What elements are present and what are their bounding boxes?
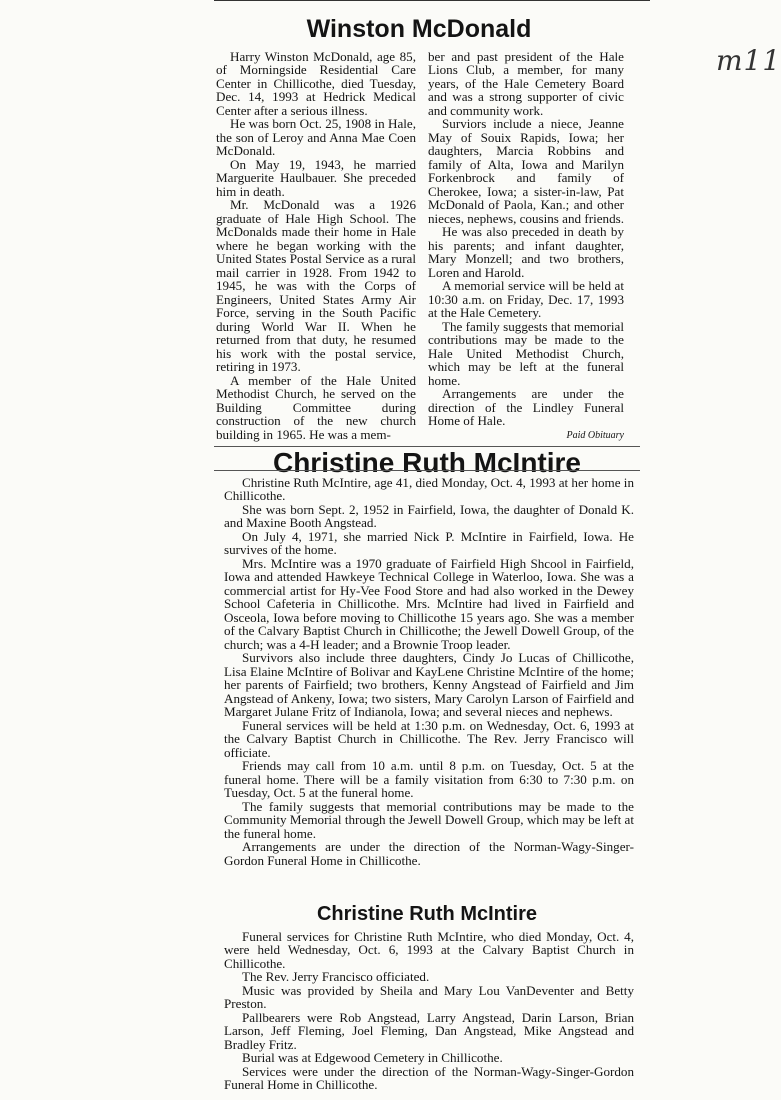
paragraph: Friends may call from 10 a.m. until 8 p.m. on Tuesday, Oct. 5 at the funeral home. There will be a family visitation from 6:30 to 7:30 p.m. on Tuesday, Oct. 5 at the funeral home. [224, 758, 634, 801]
handwritten-note: m11 [716, 44, 781, 77]
paragraph: Music was provided by Sheila and Mary Lou VanDeventer and Betty Preston. [224, 982, 634, 1012]
paragraph: Funeral services will be held at 1:30 p.m. on Wednesday, Oct. 6, 1993 at the Calvary Baptist Church in Chillicothe. The Rev. Jerry Francisco will officiate. [224, 717, 634, 760]
paragraph: Arrangements are under the direction of the Norman-Wagy-Singer-Gordon Funeral Home in Chillicothe. [224, 839, 634, 868]
paragraph: The family suggests that memorial contributions may be made to the Hale United Methodist Church, which may be left at the funeral home. [428, 318, 624, 388]
paragraph: Mrs. McIntire was a 1970 graduate of Fairfield High Shcool in Fairfield, Iowa and attended Hawkeye Technical College in Waterloo, Iowa. She was a commercial artist for Hy-Vee Food Store and had also worked in the Dewey School Cafeteria in Chillicothe. Mrs. McIntire had lived in Fairfield and Osceola, Iowa before moving to Chillicothe 15 years ago. She was a member of the Calvary Baptist Church in Chillicothe; the Jewell Dowell Group, of the church; was a 4-H leader; and a Brownie Troop leader. [224, 555, 634, 652]
paragraph: Harry Winston McDonald, age 85, of Morningside Residential Care Center in Chillicothe, died Tuesday, Dec. 14, 1993 at Hedrick Medical Center after a serious illness. [216, 49, 416, 118]
funeral-notice-body [224, 930, 634, 1092]
obituary-column-right [428, 50, 624, 441]
paragraph: A member of the Hale United Methodist Church, he served on the Building Committee during construction of the new church building in 1965. He was a mem- [216, 372, 416, 442]
obituary-column-left [216, 50, 416, 441]
paragraph: On July 4, 1971, she married Nick P. McIntire in Fairfield, Iowa. He survives of the home. [224, 528, 634, 558]
paragraph: Arrangements are under the direction of the Lindley Funeral Home of Hale. [428, 386, 624, 429]
paragraph: On May 19, 1943, he married Marguerite Haulbauer. She preceded him in death. [216, 156, 416, 199]
paragraph: Funeral services for Christine Ruth McIntire, who died Monday, Oct. 4, were held Wednesday, Oct. 6, 1993 at the Calvary Baptist Church in Chillicothe. [224, 929, 634, 971]
paragraph: Christine Ruth McIntire, age 41, died Monday, Oct. 4, 1993 at her home in Chillicothe. [224, 475, 634, 504]
paragraph: Survivors also include three daughters, Cindy Jo Lucas of Chillicothe, Lisa Elaine McIntire of Bolivar and KayLene Christine McIntire of the home; her parents of Fairfield; two brothers, Kenny Angstead of Fairfield and Jim Angstead of Ankeny, Iowa; two sisters, Mary Carolyn Larson of Fairfield and Margaret Julane Fritz of Indianola, Iowa; and several nieces and nephews. [224, 650, 634, 720]
paragraph: He was born Oct. 25, 1908 in Hale, the son of Leroy and Anna Mae Coen McDonald. [216, 116, 416, 159]
funeral-notice-heading: Christine Ruth McIntire [316, 903, 537, 925]
paragraph: She was born Sept. 2, 1952 in Fairfield, Iowa, the daughter of Donald K. and Maxine Booth Angstead. [224, 501, 634, 531]
paragraph: Services were under the direction of the Norman-Wagy-Singer-Gordon Funeral Home in Chillicothe. [224, 1063, 634, 1093]
paragraph: The Rev. Jerry Francisco officiated. [242, 969, 430, 985]
paragraph-continuation: ber and past president of the Hale Lions Club, a member, for many years, of the Hale Cemetery Board and was a strong supporter of civic and community work. [428, 49, 624, 118]
divider [214, 470, 640, 471]
paragraph: He was also preceded in death by his parents; and infant daughter, Mary Monzell; and two brothers, Loren and Harold. [428, 224, 624, 280]
obituary-heading-winston: Winston McDonald [306, 15, 532, 43]
paid-obituary-label: Paid Obituary [566, 429, 624, 441]
paragraph: Burial was at Edgewood Cemetery in Chillicothe. [242, 1050, 503, 1066]
paragraph: The family suggests that memorial contributions may be made to the Community Memorial through the Jewell Dowell Group, which may be left at the funeral home. [224, 798, 634, 841]
paragraph: Mr. McDonald was a 1926 graduate of Hale High School. The McDonalds made their home in Hale where he began working with the United States Postal Service as a rural mail carrier in 1928. From 1942 to 1945, he was with the Corps of Engineers, United States Army Air Force, serving in the South Pacific during World War II. When he returned from that duty, he resumed his work with the postal service, retiring in 1973. [216, 197, 416, 375]
obituary-body-christine [224, 476, 634, 867]
paragraph: A memorial service will be held at 10:30 a.m. on Friday, Dec. 17, 1993 at the Hale Cemetery. [428, 278, 624, 321]
paragraph: Pallbearers were Rob Angstead, Larry Angstead, Darin Larson, Brian Larson, Jeff Fleming, Joel Fleming, Dan Angstead, Mike Angstead and Bradley Fritz. [224, 1009, 634, 1052]
paragraph: Surviors include a niece, Jeanne May of Souix Rapids, Iowa; her daughters, Marcia Robbins and family of Alta, Iowa and Marilyn Forkenbrock and family of Cherokee, Iowa; a sister-in-law, Pat McDonald of Paola, Kan.; and other nieces, nephews, cousins and friends. [428, 116, 624, 226]
top-rule [214, 0, 650, 1]
obituary-heading-christine: Christine Ruth McIntire [272, 447, 581, 478]
